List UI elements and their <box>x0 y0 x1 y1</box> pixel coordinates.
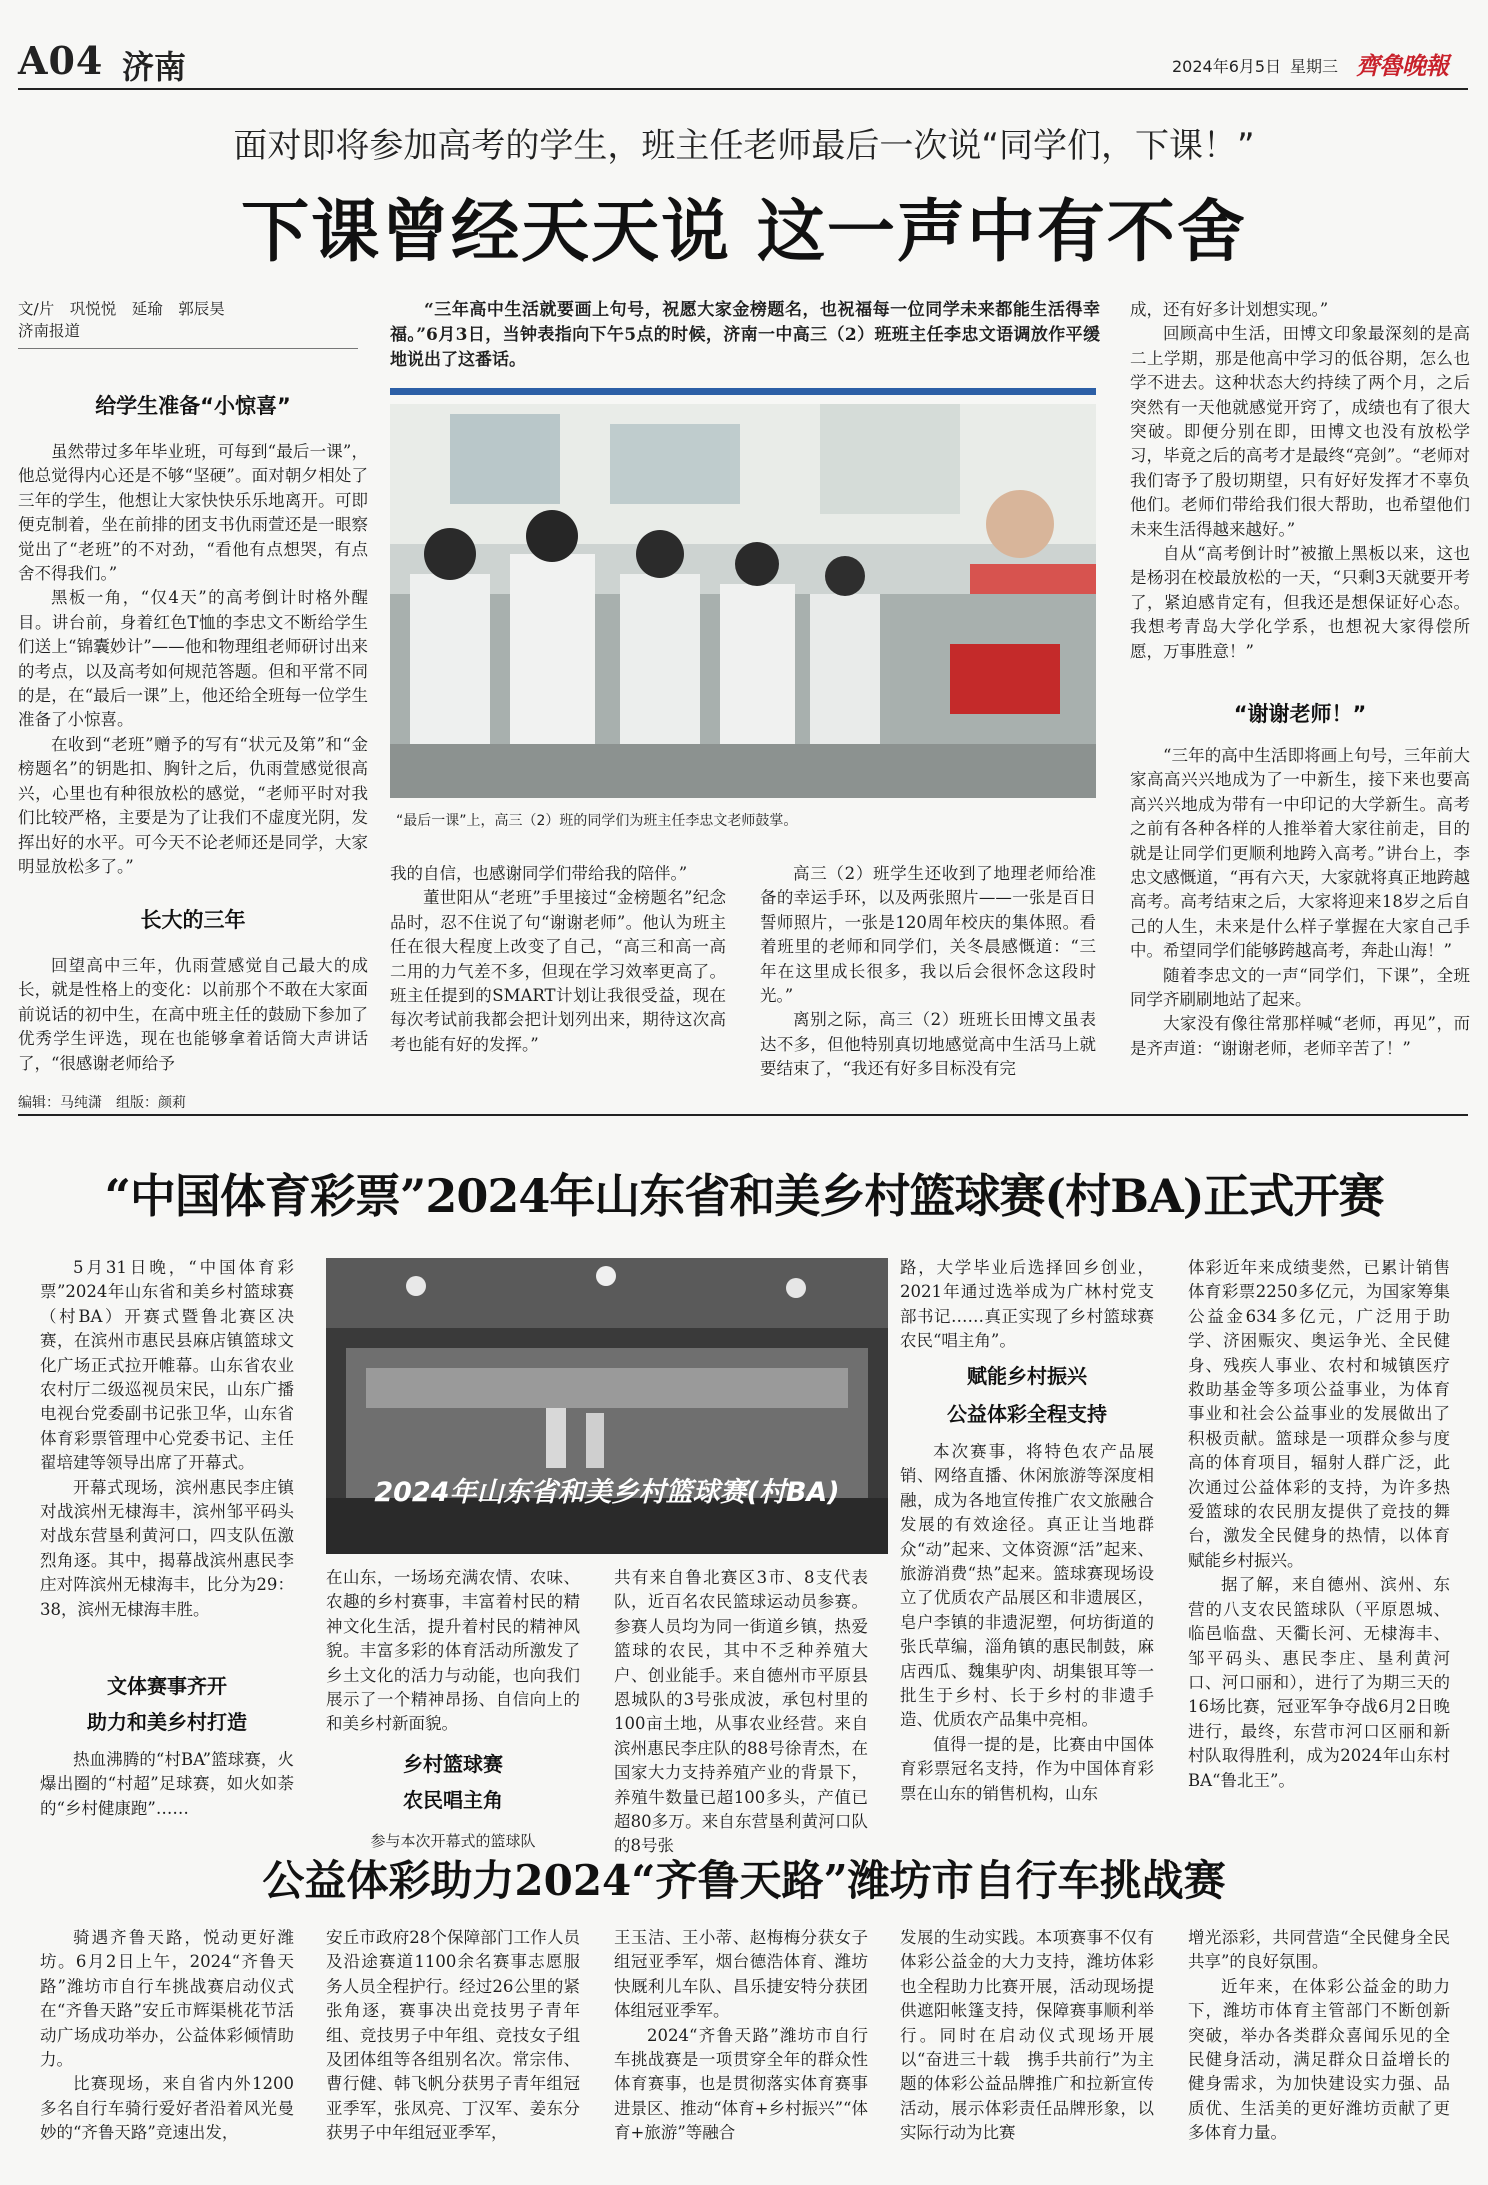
story2-column-4a <box>900 1256 1154 1352</box>
story2-headline: “中国体育彩票”2024年山东省和美乡村篮球赛(村BA)正式开赛 <box>104 1169 1384 1223</box>
paragraph: 回望高中三年，仇雨萱感觉自己最大的成长，就是性格上的变化：以前那个不敢在大家面前说话的初中生，在高中班主任的鼓励下参加了优秀学生评选，现在也能够拿着话筒大声讲话了，“很感谢老师给予 <box>18 956 368 1073</box>
paragraph: 黑板一角，“仅4天”的高考倒计时格外醒目。讲台前，身着红色T恤的李忠文不断给学生们送上“锦囊妙计”——他和物理组老师研讨出来的考点，以及高考如何规范答题。但和平常不同的是，在“最后一课”上，他还给全班每一位学生准备了小惊喜。 <box>18 588 368 730</box>
paragraph: 我的自信，也感谢同学们带给我的陪伴。” <box>390 864 688 883</box>
byline-authors: 文/片 巩悦悦 延瑜 郭辰昊 <box>18 300 225 318</box>
section-name: 济南 <box>122 48 187 86</box>
story3-column-5 <box>1188 1926 1450 2174</box>
paragraph: 安丘市政府28个保障部门工作人员及沿途赛道1100余名赛事志愿服务人员全程护行。经过26公里的紧张角逐，赛事决出竞技男子青年组、竞技男子中年组、竞技女子组及团体组等各组别名次。常宗伟、曹行健、韩飞帆分获男子青年组冠亚季军，张凤亮、丁汉军、姜东分获男子中年组冠亚季军， <box>326 1928 580 2143</box>
story1-subhead-thanks: “谢谢老师！” <box>1233 702 1367 726</box>
paragraph: 比赛现场，来自省内外1200多名自行车骑行爱好者沿着风光曼妙的“齐鲁天路”竞速出发， <box>40 2074 294 2143</box>
story2-column-1b <box>40 1748 294 1822</box>
opening-ceremony-photo <box>326 1258 888 1554</box>
paragraph: 增光添彩，共同营造“全民健身全民共享”的良好氛围。 <box>1188 1928 1450 1972</box>
paragraph: 大家没有像往常那样喊“老师，再见”，而是齐声道：“谢谢老师，老师辛苦了！” <box>1130 1014 1470 1058</box>
paragraph: 本次赛事，将特色农产品展销、网络直播、休闲旅游等深度相融，成为各地宣传推广农文旅融合发展的有效途径。真正让当地群众“动”起来、文体资源“活”起来、旅游消费“热”起来。篮球赛现场设立了优质农产品展区和非遗展区，皂户李镇的非遗泥塑，何坊街道的张氏草编，淄角镇的惠民制鼓，麻店西瓜、魏集驴肉、胡集银耳等一批生于乡村、长于乡村的非遗手造、优质农产品集中亮相。 <box>900 1442 1154 1730</box>
issue-date: 2024年6月5日 <box>1172 57 1282 76</box>
story1-byline <box>18 298 378 343</box>
story2-column-5 <box>1188 1256 1450 1834</box>
paragraph: 回顾高中生活，田博文印象最深刻的是高二上学期，那是他高中学习的低谷期，怎么也学不进去。这种状态大约持续了两个月，之后突然有一天他就感觉开窍了，成绩也有了很大突破。即便分别在即，田博文也没有放松学习，毕竟之后的高考才是最终“亮剑”。“老师对我们寄予了殷切期望，只有好好发挥才不辜负他们。老师们带给我们很大帮助，也希望他们未来生活得越来越好。” <box>1130 324 1470 539</box>
story3-column-2 <box>326 1926 580 2174</box>
classroom-photo-image <box>390 404 1096 798</box>
classroom-photo <box>390 404 1096 798</box>
paragraph: 共有来自鲁北赛区3市、8支代表队，近百名农民篮球运动员参赛。参赛人员均为同一街道乡镇，热爱篮球的农民，其中不乏种养殖大户、创业能手。来自德州市平原县恩城队的3号张成波，承包村里的100亩土地，从事农业经营。来自滨州惠民李庄队的88号徐青杰，在国家大力支持养殖产业的背景下，养殖牛数量已超100多头，产值已超80多万。来自东营垦利黄河口队的8号张 <box>614 1568 868 1856</box>
story2-column-3 <box>614 1566 868 1856</box>
story1-column-1a <box>18 440 368 890</box>
paragraph: 在山东，一场场充满农情、农味、农趣的乡村赛事，丰富着村民的精神文化生活，提升着村民的精神风貌。丰富多彩的体育活动所激发了乡土文化的活力与动能，也向我们展示了一个精神昂扬、自信向上的和美乡村新面貌。 <box>326 1568 580 1734</box>
paragraph: 值得一提的是，比赛由中国体育彩票冠名支持，作为中国体育彩票在山东的销售机构，山东 <box>900 1734 1154 1803</box>
paragraph: 开幕式现场，滨州惠民李庄镇对战滨州无棣海丰，滨州邹平码头对战东营垦利黄河口，四支队伍激烈角逐。其中，揭幕战滨州惠民李庄对阵滨州无棣海丰，比分为29：38，滨州无棣海丰胜。 <box>40 1477 294 1619</box>
story1-subhead-surprise: 给学生准备“小惊喜” <box>95 394 291 418</box>
paragraph: 高三（2）班学生还收到了地理老师给准备的幸运手环，以及两张照片——一张是百日誓师照片，一张是120周年校庆的集体照。看着班里的老师和同学们，关冬晨感慨道：“三年在这里成长很多，我以后会很怀念这段时光。” <box>760 864 1096 1006</box>
byline-place: 济南报道 <box>18 322 81 340</box>
editor-credit: 编辑：马纯潇 组版：颜莉 <box>18 1095 186 1111</box>
paragraph: “三年的高中生活即将画上句号，三年前大家高高兴兴地成为了一中新生，接下来也要高高兴兴地成为带有一中印记的大学新生。高考之前有各种各样的人推举着大家往前走，目的就是让同学们更顺利地跨入高考。”讲台上，李忠文感慨道，“再有六天，大家就将真正地跨越高考。高考结束之后，大家将迎来18岁之后自己的人生，未来是什么样子掌握在大家自己手中。希望同学们能够跨越高考，奔赴山海！” <box>1130 746 1470 961</box>
story2-column-4b <box>900 1440 1154 1834</box>
story3-headline: 公益体彩助力2024“齐鲁天路”潍坊市自行车挑战赛 <box>262 1856 1226 1905</box>
paragraph: 王玉洁、王小蒂、赵梅梅分获女子组冠亚季军，烟台德浩体育、潍坊快厩利儿车队、昌乐捷安特分获团体组冠亚季军。 <box>614 1928 868 2021</box>
paragraph: 离别之际，高三（2）班班长田博文虽表达不多，但他特别真切地感觉高中生活马上就要结束了，“我还有好多目标没有完 <box>760 1010 1096 1079</box>
court-banner-text: 2024年山东省和美乡村篮球赛(村BA) <box>374 1477 840 1508</box>
paragraph: 骑遇齐鲁天路，悦动更好潍坊。6月2日上午，2024“齐鲁天路”潍坊市自行车挑战赛启动仪式在“齐鲁天路”安丘市辉渠桃花节活动广场成功举办，公益体彩倾情助力。 <box>40 1928 294 2070</box>
story1-lead <box>390 298 1100 380</box>
story1-column-4a <box>1130 298 1470 694</box>
classroom-photo-caption: “最后一课”上，高三（2）班的同学们为班主任李忠文老师鼓掌。 <box>396 813 798 829</box>
story2-subhead-rural-b: 农民唱主角 <box>403 1788 503 1812</box>
story3-column-1 <box>40 1926 294 2174</box>
paragraph: 自从“高考倒计时”被撤上黑板以来，这也是杨羽在校最放松的一天，“只剩3天就要开考了，紧迫感肯定有，但我还是想保证好心态。我想考青岛大学化学系，也想祝大家得偿所愿，万事胜意！” <box>1130 544 1470 661</box>
story1-kicker: 面对即将参加高考的学生，班主任老师最后一次说“同学们，下课！” <box>233 126 1255 166</box>
story1-column-1b <box>18 954 368 1076</box>
story2-subhead-culture-a: 文体赛事齐开 <box>107 1674 227 1698</box>
story3-column-4 <box>900 1926 1154 2174</box>
paragraph: 董世阳从“老班”手里接过“金榜题名”纪念品时，忍不住说了句“谢谢老师”。他认为班主任在很大程度上改变了自己，“高三和高一高二用的力气差不多，但现在学习效率更高了。班主任提到的SMART计划让我很受益，现在每次考试前我都会把计划列出来，期待这次高考也能有好的发挥。” <box>390 888 726 1054</box>
story1-column-3 <box>760 862 1096 1079</box>
section-divider <box>18 1114 1468 1116</box>
story2-column-1a <box>40 1256 294 1666</box>
story2-column-2 <box>326 1566 580 1736</box>
paragraph: 热血沸腾的“村BA”篮球赛，火爆出圈的“村超”足球赛，如火如荼的“乡村健康跑”…… <box>40 1750 294 1818</box>
story2-subhead-empower-a: 赋能乡村振兴 <box>967 1364 1087 1388</box>
paragraph: 据了解，来自德州、滨州、东营的八支农民篮球队（平原恩城、临邑临盘、天衢长河、无棣海丰、邹平码头、惠民李庄、垦利黄河口、河口丽和），进行了为期三天的16场比赛，冠亚军争夺战6月2日晚进行，最终，东营市河口区丽和新村队取得胜利，成为2024年山东村BA“鲁北王”。 <box>1188 1575 1450 1790</box>
story2-subhead-rural-a: 乡村篮球赛 <box>403 1752 503 1776</box>
paper-logo: 齊魯晚報 <box>1356 51 1448 80</box>
opening-ceremony-image <box>326 1258 888 1554</box>
story2-subhead-empower-b: 公益体彩全程支持 <box>947 1402 1107 1426</box>
story1-column-4b <box>1130 744 1470 1076</box>
paragraph: 虽然带过多年毕业班，可每到“最后一课”，他总觉得内心还是不够“坚硬”。面对朝夕相处了三年的学生，他想让大家快快乐乐地离开。可即便克制着，坐在前排的团支书仇雨萱还是一眼察觉出了“老班”的不对劲，“看他有点想哭，有点舍不得我们。” <box>18 442 368 584</box>
paragraph: 成，还有好多计划想实现。” <box>1130 300 1329 319</box>
story1-headline: 下课曾经天天说 这一声中有不舍 <box>241 192 1247 272</box>
story1-subhead-growing: 长大的三年 <box>140 908 246 932</box>
masthead-rule <box>18 88 1468 90</box>
paragraph: 近年来，在体彩公益金的助力下，潍坊市体育主管部门不断创新突破，举办各类群众喜闻乐见的全民健身活动，满足群众日益增长的健身需求，为加快建设实力强、品质优、生活美的更好潍坊贡献了更多体育力量。 <box>1188 1976 1450 2143</box>
paragraph: 发展的生动实践。本项赛事不仅有体彩公益金的大力支持，潍坊体彩也全程助力比赛开展，活动现场提供遮阳帐篷支持，保障赛事顺利举行。同时在启动仪式现场开展以“奋进三十载 携手共前行”为主题的体彩公益品牌推广和拉新宣传活动，展示体彩责任品牌形象，以实际行动为比赛 <box>900 1928 1154 2143</box>
issue-weekday: 星期三 <box>1290 57 1339 76</box>
paragraph: 在收到“老班”赠予的写有“状元及第”和“金榜题名”的钥匙扣、胸针之后，仇雨萱感觉很高兴，心里也有种很放松的感觉，“老师平时对我们比较严格，主要是为了让我们不虚度光阴，发挥出好的水平。可今天不论老师还是同学，大家明显放松多了。” <box>18 734 368 876</box>
opening-photo-caption: 参与本次开幕式的篮球队 <box>370 1832 536 1850</box>
paragraph: 路，大学毕业后选择回乡创业，2021年通过选举成为广林村党支部书记……真正实现了乡村篮球赛农民“唱主角”。 <box>900 1258 1154 1351</box>
lead-paragraph: “三年高中生活就要画上句号，祝愿大家金榜题名，也祝福每一位同学未来都能生活得幸福。”6月3日，当钟表指向下午5点的时候，济南一中高三（2）班班主任李忠文语调放作平缓地说出了这番话。 <box>390 300 1100 370</box>
page-code: A04 <box>18 38 104 83</box>
story1-column-2 <box>390 862 726 1076</box>
story3-column-3 <box>614 1926 868 2174</box>
photo-top-bar <box>390 388 1096 395</box>
paragraph: 随着李忠文的一声“同学们，下课”，全班同学齐刷刷地站了起来。 <box>1130 965 1470 1010</box>
paragraph: 5月31日晚，“中国体育彩票”2024年山东省和美乡村篮球赛（村BA）开赛式暨鲁北赛区决赛，在滨州市惠民县麻店镇篮球文化广场正式拉开帷幕。山东省农业农村厅二级巡视员宋民，山东广播电视台党委副书记张卫华，山东省体育彩票管理中心党委书记、主任翟培建等领导出席了开幕式。 <box>40 1258 294 1473</box>
paragraph: 体彩近年来成绩斐然，已累计销售体育彩票2250多亿元，为国家筹集公益金634多亿元，广泛用于助学、济困赈灾、奥运争光、全民健身、残疾人事业、农村和城镇医疗救助基金等多项公益事业，为体育事业和社会公益事业的发展做出了积极贡献。篮球是一项群众参与度高的体育项目，辐射人群广泛，此次通过公益体彩的支持，为许多热爱篮球的农民朋友提供了竞技的舞台，激发全民健身的热情，以体育赋能乡村振兴。 <box>1188 1258 1450 1570</box>
story2-subhead-culture-b: 助力和美乡村打造 <box>87 1710 247 1734</box>
paragraph: 2024“齐鲁天路”潍坊市自行车挑战赛是一项贯穿全年的群众性体育赛事，也是贯彻落实体育赛事进景区、推动“体育+乡村振兴”“体育+旅游”等融合 <box>614 2025 868 2143</box>
masthead <box>0 0 1488 90</box>
byline-rule <box>18 348 358 349</box>
